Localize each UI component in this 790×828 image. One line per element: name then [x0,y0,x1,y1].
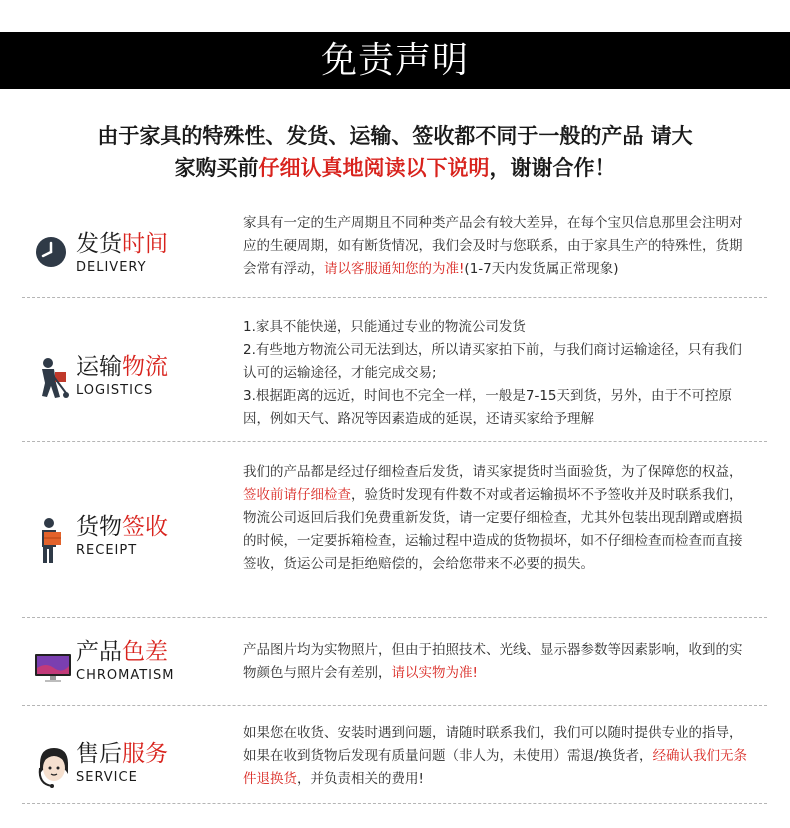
section-receipt-text [243,461,753,576]
divider [22,441,767,442]
section-receipt-subtitle: RECEIPT [76,543,138,558]
section-chromatism-title [76,638,168,666]
section-delivery-title-b: 时间 [122,231,168,257]
section-service-text-post: ，并负责相关的费用! [297,771,424,787]
section-logistics-title-b: 物流 [122,354,168,380]
section-chromatism-text [243,639,753,685]
list-item: 3.根据距离的远近，时间也不完全一样，一般是7-15天到货，另外，由于不可控原因，例如天气、路况等因素造成的延误，还请买家给予理解 [243,388,733,427]
section-logistics-title [76,353,168,381]
section-service-title [76,740,168,768]
intro-text [0,120,790,184]
section-receipt-text-highlight: 签收前请仔细检查 [243,487,351,503]
delivery-person-icon [34,357,74,405]
list-item: 1.家具不能快递，只能通过专业的物流公司发货 [243,319,526,335]
section-receipt-title-b: 签收 [122,514,168,540]
intro-line-1: 由于家具的特殊性、发货、运输、签收都不同于一般的产品 请大 [97,124,693,148]
divider [22,803,767,804]
divider [22,297,767,298]
customer-service-icon [34,744,74,792]
section-logistics-subtitle: LOGISTICS [76,383,154,398]
section-receipt-title [76,513,168,541]
section-service-text [243,722,753,791]
section-delivery-text [243,212,753,281]
section-service-title-b: 服务 [122,741,168,767]
section-chromatism-text-highlight: 请以实物为准! [391,665,478,681]
section-service-text-highlight: 经确认我们无条件退换货 [243,748,748,787]
section-receipt-text-pre: 我们的产品都是经过仔细检查后发货，请买家提货时当面验货，为了保障您的权益， [243,464,743,480]
section-receipt-label [34,513,214,573]
section-delivery-title [76,230,168,258]
package-person-icon [34,517,74,565]
divider [22,617,767,618]
section-receipt-text-post: ，验货时发现有件数不对或者运输损坏不予签收并及时联系我们，物流公司返回后我们免费重新发货，请一定要仔细检查，尤其外包装出现刮蹭或磨损的时候，一定要拆箱检查，运输过程中造成的货物损坏，如不仔细检查而检查而直接签收，货运公司是拒绝赔偿的，会给您带来不必要的损失。 [243,487,743,572]
section-delivery-subtitle: DELIVERY [76,260,147,275]
section-chromatism-title-b: 色差 [122,639,168,665]
section-service-label [34,740,214,800]
section-logistics-label [34,353,214,413]
section-delivery-label [34,230,214,290]
section-delivery-text-highlight: 请以客服通知您的为准! [324,261,465,277]
list-item: 2.有些地方物流公司无法到达，所以请买家拍下前，与我们商讨运输途径，只有我们认可的运输途径，才能完成交易; [243,342,742,381]
intro-line-2-pre: 家购买前 [174,156,259,180]
section-chromatism-label [34,638,214,698]
section-chromatism-subtitle: CHROMATISM [76,668,175,683]
monitor-icon [34,642,74,690]
divider [22,705,767,706]
intro-line-2-highlight: 仔细认真地阅读以下说明 [258,156,490,180]
section-logistics-text [243,316,753,431]
section-delivery-text-pre: 家具有一定的生产周期且不同种类产品会有较大差异，在每个宝贝信息那里会注明对应的生硬周期，如有断货情况，我们会及时与您联系，由于家具生产的特殊性，货期会常有浮动， [243,215,743,277]
section-service-title-a: 售后 [76,741,122,767]
intro-line-2 [0,152,790,184]
clock-icon [34,234,74,282]
intro-line-2-post: ，谢谢合作！ [489,156,616,180]
section-delivery-title-a: 发货 [76,231,122,257]
section-receipt-title-a: 货物 [76,514,122,540]
section-delivery-text-post: (1-7天内发货属正常现象) [464,261,619,277]
section-logistics-title-a: 运输 [76,354,122,380]
section-chromatism-text-pre: 产品图片均为实物照片，但由于拍照技术、光线、显示器参数等因素影响，收到的实物颜色与照片会有差别， [243,642,743,681]
section-service-subtitle: SERVICE [76,770,138,785]
section-chromatism-title-a: 产品 [76,639,122,665]
section-service-text-pre: 如果您在收货、安装时遇到问题，请随时联系我们，我们可以随时提供专业的指导，如果在收到货物后发现有质量问题（非人为，未使用）需退/换货者， [243,725,743,764]
page-title: 免责声明 [0,32,790,89]
